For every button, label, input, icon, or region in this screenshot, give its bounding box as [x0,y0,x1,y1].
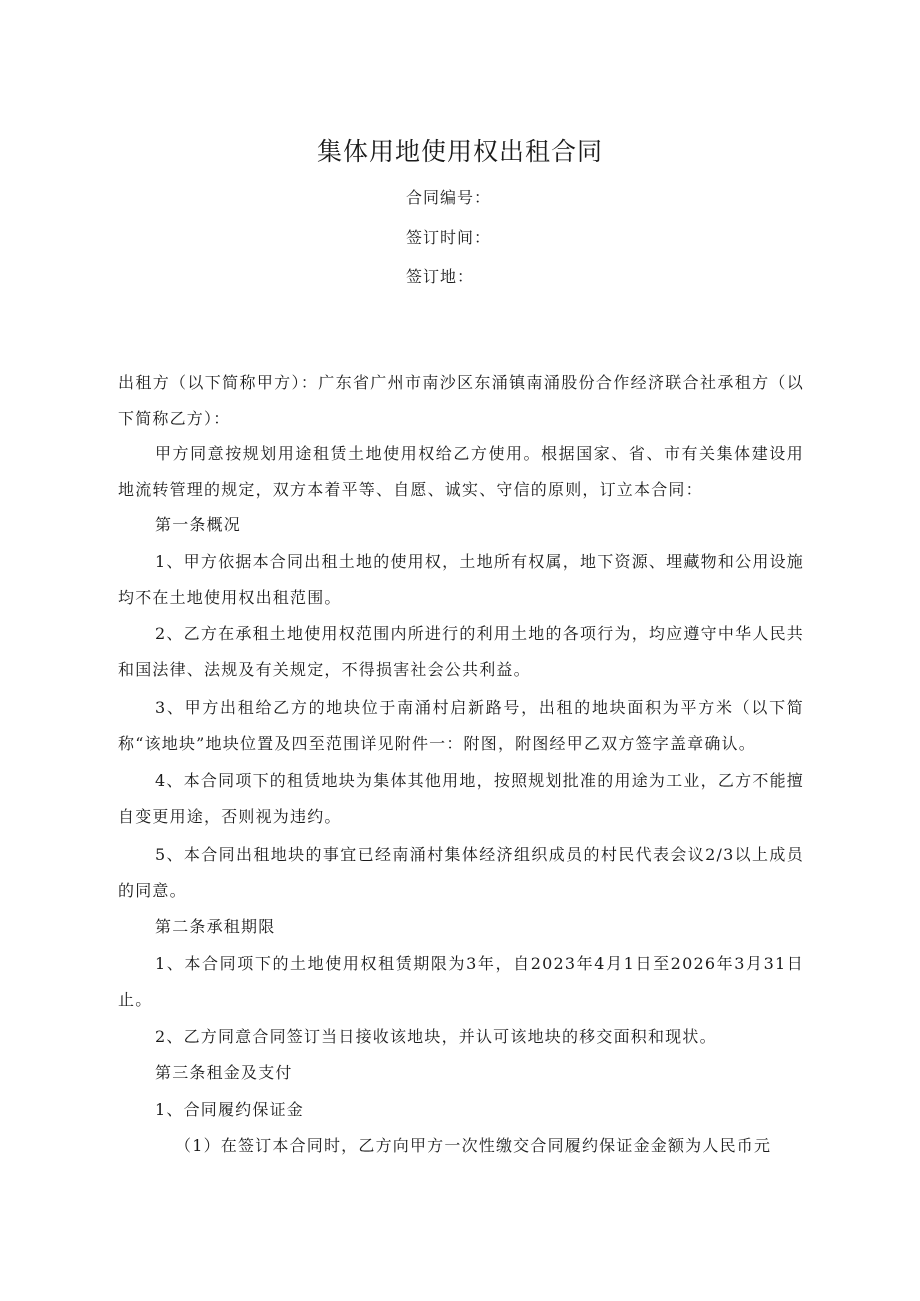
article3-heading: 第三条租金及支付 [155,1063,293,1082]
article1-item-4: 4、本合同项下的租赁地块为集体其他用地，按照规划批准的用途为工业，乙方不能擅自变更用途，否则视为违约。 [118,771,804,826]
article1-item-2: 2、乙方在承租土地使用权范围内所进行的利用土地的各项行为，均应遵守中华人民共和国法律、法规及有关规定，不得损害社会公共利益。 [118,624,804,679]
document-title: 集体用地使用权出租合同 [316,137,603,166]
parties-paragraph: 出租方（以下简称甲方）：广东省广州市南沙区东涌镇南涌股份合作经济联合社承租方（以下简称乙方）： [118,373,804,428]
article2-item-2: 2、乙方同意合同签订当日接收该地块，并认可该地块的移交面积和现状。 [155,1027,717,1046]
article3-sub1-item1: （1）在签订本合同时，乙方向甲方一次性缴交合同履约保证金金额为人民币元 [175,1136,772,1155]
contract-number-label: 合同编号： [406,188,492,207]
article2-heading: 第二条承租期限 [155,917,276,936]
article1-item-5: 5、本合同出租地块的事宜已经南涌村集体经济组织成员的村民代表会议2/3以上成员的同意。 [118,845,804,900]
sign-time-label: 签订时间： [406,228,492,247]
intro-paragraph: 甲方同意按规划用途租赁土地使用权给乙方使用。根据国家、省、市有关集体建设用地流转管理的规定，双方本着平等、自愿、诚实、守信的原则，订立本合同： [118,444,804,499]
sign-place-label: 签订地： [406,267,475,286]
article1-item-3: 3、甲方出租给乙方的地块位于南涌村启新路号，出租的地块面积为平方米（以下简称“该地块”地块位置及四至范围详见附件一：附图，附图经甲乙双方签字盖章确认。 [118,698,804,753]
article3-sub1: 1、合同履约保证金 [155,1100,304,1119]
article1-heading: 第一条概况 [155,515,242,534]
article1-item-1: 1、甲方依据本合同出租土地的使用权，土地所有权属，地下资源、埋藏物和公用设施均不在土地使用权出租范围。 [118,552,804,607]
article2-item-1: 1、本合同项下的土地使用权租赁期限为3年，自2023年4月1日至2026年3月31日止。 [118,954,804,1009]
